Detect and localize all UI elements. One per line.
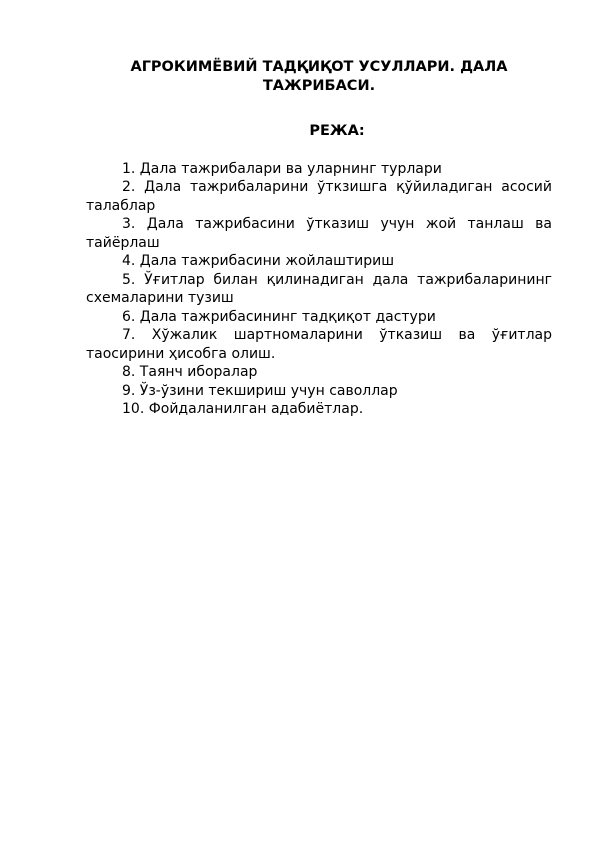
plan-item-4: 4. Дала тажрибасини жойлаштириш bbox=[122, 253, 395, 269]
plan-item-2: 2. Дала тажрибаларини ўткзишга қўйиладиган асосий талаблар bbox=[86, 179, 552, 214]
plan-item-5: 5. Ўғитлар билан қилинадиган дала тажрибаларининг схемаларини тузиш bbox=[86, 271, 552, 306]
plan-item-1: 1. Дала тажрибалари ва уларнинг турлари bbox=[122, 160, 442, 177]
plan-heading: РЕЖА: bbox=[309, 123, 365, 139]
plan-item-6: 6. Дала тажрибасининг тадқиқот дастури bbox=[122, 308, 436, 325]
plan-item-7: 7. Хўжалик шартномаларини ўтказиш ва ўғитлар таосирини ҳисобга олиш. bbox=[86, 327, 552, 362]
plan-list bbox=[86, 160, 552, 419]
plan-item-10: 10. Фойдаланилган адабиётлар. bbox=[122, 401, 364, 417]
plan-item-9: 9. Ўз-ўзини текшириш учун саволлар bbox=[122, 382, 398, 399]
plan-item-3: 3. Дала тажрибасини ўтказиш учун жой танлаш ва тайёрлаш bbox=[86, 216, 552, 251]
plan-item-8: 8. Таянч иборалар bbox=[122, 364, 258, 380]
document-content bbox=[86, 58, 552, 419]
document-title: АГРОКИМЁВИЙ ТАДҚИҚОТ УСУЛЛАРИ. ДАЛА ТАЖРИБАСИ. bbox=[130, 59, 508, 94]
